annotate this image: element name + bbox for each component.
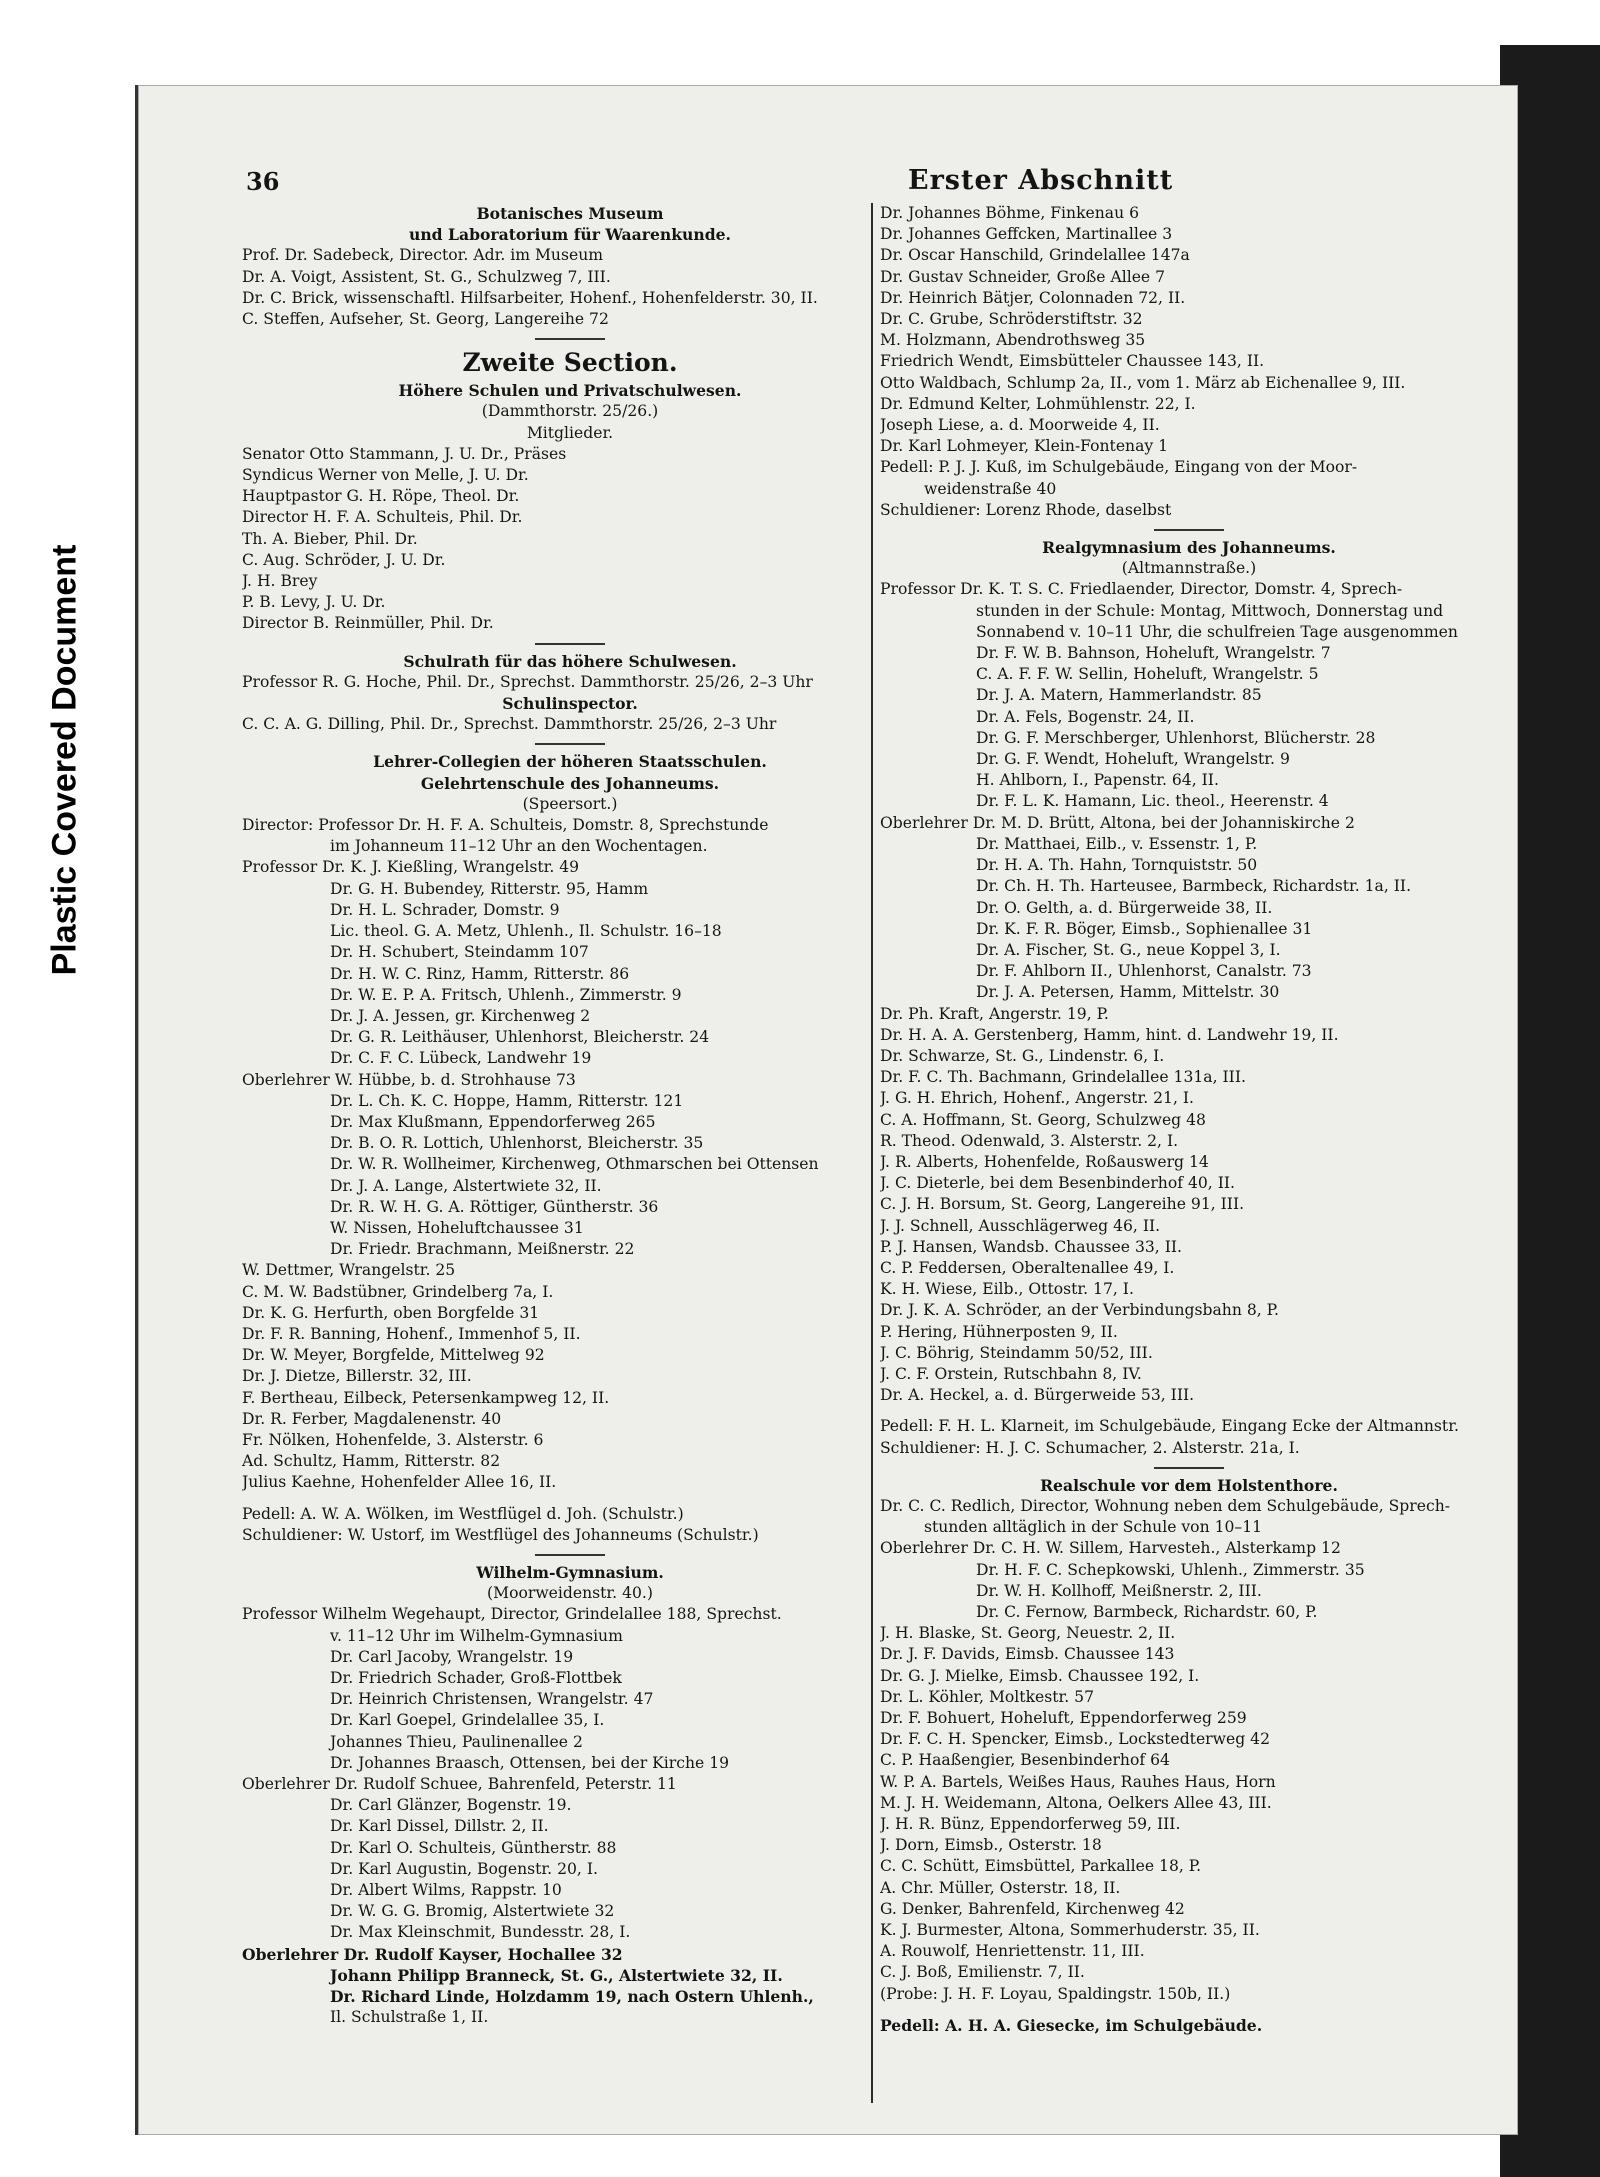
entry-line: Dr. Friedrich Schader, Groß-Flottbek [330, 1669, 622, 1687]
entry-line: C. M. W. Badstübner, Grindelberg 7a, I. [242, 1282, 554, 1301]
entry-line: stunden in der Schule: Montag, Mittwoch, Donnerstag und [976, 601, 1444, 620]
section-heading: Gelehrtenschule des Johanneums. [420, 773, 720, 793]
entry-line: Th. A. Bieber, Phil. Dr. [242, 529, 418, 548]
entry-line: Dr. Carl Glänzer, Bogenstr. 19. [330, 1796, 572, 1815]
entry-line: Dr. Oscar Hanschild, Grindelallee 147a [880, 246, 1190, 265]
entry-line: Dr. Albert Wilms, Rappstr. 10 [330, 1881, 562, 1900]
entry-line: Dr. C. F. C. Lübeck, Landwehr 19 [330, 1049, 592, 1068]
entry-line: Dr. A. Voigt, Assistent, St. G., Schulzweg 7, III. [242, 267, 611, 286]
entry-line: Dr. G. R. Leithäuser, Uhlenhorst, Bleicherstr. 24 [330, 1028, 710, 1047]
entry-line: Dr. C. C. Redlich, Director, Wohnung neben dem Schulgebäude, Sprech- [880, 1496, 1451, 1515]
entry-line: C. P. Feddersen, Oberaltenallee 49, I. [880, 1258, 1175, 1277]
entry-line: J. J. Schnell, Ausschlägerweg 46, II. [880, 1216, 1161, 1235]
right-column [880, 203, 1498, 2036]
entry-line: G. Denker, Bahrenfeld, Kirchenweg 42 [880, 1899, 1185, 1918]
entry-line: J. C. F. Orstein, Rutschbahn 8, IV. [880, 1364, 1142, 1383]
entry-line: Oberlehrer Dr. Rudolf Kayser, Hochallee 32 [242, 1944, 623, 1964]
entry-line: P. B. Levy, J. U. Dr. [242, 593, 386, 612]
entry-line: im Johanneum 11–12 Uhr an den Wochentagen. [330, 837, 708, 856]
entry-line: Dr. Karl O. Schulteis, Güntherstr. 88 [330, 1838, 617, 1857]
spacer [880, 1406, 1498, 1416]
entry-line: Schuldiener: H. J. C. Schumacher, 2. Alsterstr. 21a, I. [880, 1438, 1300, 1457]
entry-line: Pedell: P. J. J. Kuß, im Schulgebäude, Eingang von der Moor- [880, 458, 1358, 477]
entry-line: Dr. C. Grube, Schröderstiftstr. 32 [880, 310, 1143, 329]
entry-line: Dr. H. A. Th. Hahn, Tornquiststr. 50 [976, 856, 1258, 875]
section-heading: Schulrath für das höhere Schulwesen. [403, 651, 737, 671]
entry-line: Dr. G. J. Mielke, Eimsb. Chaussee 192, I. [880, 1666, 1200, 1685]
entry-line: Dr. J. A. Jessen, gr. Kirchenweg 2 [330, 1006, 591, 1025]
section-heading: Wilhelm-Gymnasium. [476, 1562, 664, 1582]
plastic-covered-text: Plastic Covered Document [45, 544, 84, 976]
entry-line: Dr. H. F. C. Schepkowski, Uhlenh., Zimmerstr. 35 [976, 1560, 1365, 1579]
left-column [242, 203, 898, 2028]
entry-line: R. Theod. Odenwald, 3. Alsterstr. 2, I. [880, 1131, 1179, 1150]
entry-line: Dr. W. R. Wollheimer, Kirchenweg, Othmarschen bei Ottensen [330, 1155, 819, 1174]
section-heading: Botanisches Museum [476, 204, 664, 223]
entry-line: (Probe: J. H. F. Loyau, Spaldingstr. 150b, II.) [880, 1984, 1231, 2003]
entry-line: P. Hering, Hühnerposten 9, II. [880, 1322, 1118, 1341]
entry-line: Dr. Johannes Böhme, Finkenau 6 [880, 204, 1140, 222]
entry-line: Friedrich Wendt, Eimsbütteler Chaussee 143, II. [880, 352, 1265, 371]
entry-line: J. G. H. Ehrich, Hohenf., Angerstr. 21, I. [880, 1089, 1194, 1108]
entry-line: Professor Wilhelm Wegehaupt, Director, Grindelallee 188, Sprechst. [242, 1605, 782, 1624]
entry-line: Dr. L. Ch. K. C. Hoppe, Hamm, Ritterstr. 121 [330, 1091, 684, 1110]
section-heading: Realschule vor dem Holstenthore. [1040, 1475, 1338, 1495]
section-heading: Mitglieder. [526, 423, 614, 442]
entry-line: Dr. A. Fels, Bogenstr. 24, II. [976, 707, 1195, 726]
entry-line: Dr. G. F. Merschberger, Uhlenhorst, Blücherstr. 28 [976, 728, 1376, 747]
entry-line: Pedell: A. H. A. Giesecke, im Schulgebäude. [880, 2015, 1263, 2035]
section-heading: (Moorweidenstr. 40.) [487, 1584, 653, 1603]
entry-line: Dr. Schwarze, St. G., Lindenstr. 6, I. [880, 1046, 1165, 1065]
section-heading: Höhere Schulen und Privatschulwesen. [398, 381, 742, 401]
entry-line: Dr. H. A. A. Gerstenberg, Hamm, hint. d. Landwehr 19, II. [880, 1025, 1339, 1044]
entry-line: Dr. Richard Linde, Holzdamm 19, nach Ostern Uhlenh., [330, 1987, 814, 2007]
entry-line: Dr. W. H. Kollhoff, Meißnerstr. 2, III. [976, 1581, 1262, 1600]
entry-line: C. A. Hoffmann, St. Georg, Schulzweg 48 [880, 1110, 1206, 1129]
entry-line: C. Steffen, Aufseher, St. Georg, Langereihe 72 [242, 310, 609, 329]
section-heading: (Altmannstraße.) [1121, 559, 1257, 578]
entry-line: Dr. F. L. K. Hamann, Lic. theol., Heerenstr. 4 [976, 792, 1329, 811]
entry-line: Lic. theol. G. A. Metz, Uhlenh., Il. Schulstr. 16–18 [330, 922, 722, 941]
entry-line: v. 11–12 Uhr im Wilhelm-Gymnasium [330, 1626, 623, 1645]
entry-line: J. H. R. Bünz, Eppendorferweg 59, III. [880, 1815, 1181, 1834]
entry-line: K. J. Burmester, Altona, Sommerhuderstr. 35, II. [880, 1921, 1260, 1940]
entry-line: Dr. Heinrich Bätjer, Colonnaden 72, II. [880, 288, 1186, 307]
scanned-page [135, 85, 1518, 2135]
entry-line: Dr. Gustav Schneider, Große Allee 7 [880, 267, 1166, 286]
entry-line: Pedell: F. H. L. Klarneit, im Schulgebäude, Eingang Ecke der Altmannstr. [880, 1417, 1459, 1436]
entry-line: Oberlehrer Dr. C. H. W. Sillem, Harvesteh., Alsterkamp 12 [880, 1539, 1341, 1558]
section-heading: und Laboratorium für Waarenkunde. [409, 225, 731, 245]
entry-line: Dr. J. K. A. Schröder, an der Verbindungsbahn 8, P. [880, 1301, 1279, 1320]
entry-line: Professor Dr. K. T. S. C. Friedlaender, Director, Domstr. 4, Sprech- [880, 580, 1403, 599]
entry-line: C. A. F. F. W. Sellin, Hoheluft, Wrangelstr. 5 [976, 665, 1319, 684]
section-rule [1154, 529, 1224, 531]
entry-line: Sonnabend v. 10–11 Uhr, die schulfreien Tage ausgenommen [976, 622, 1458, 641]
entry-line: Dr. Heinrich Christensen, Wrangelstr. 47 [330, 1690, 654, 1709]
entry-line: Dr. H. Schubert, Steindamm 107 [330, 943, 589, 962]
page-edge-top [1500, 0, 1600, 45]
entry-line: M. Holzmann, Abendrothsweg 35 [880, 331, 1146, 350]
entry-line: Oberlehrer W. Hübbe, b. d. Strohhause 73 [242, 1070, 576, 1089]
entry-line: C. C. Schütt, Eimsbüttel, Parkallee 18, P. [880, 1857, 1202, 1876]
entry-line: Director B. Reinmüller, Phil. Dr. [242, 614, 494, 633]
entry-line: Dr. Max Klußmann, Eppendorferweg 265 [330, 1112, 656, 1131]
entry-line: Oberlehrer Dr. Rudolf Schuee, Bahrenfeld, Peterstr. 11 [242, 1775, 677, 1794]
entry-line: F. Bertheau, Eilbeck, Petersenkampweg 12, II. [242, 1388, 610, 1407]
section-rule [1154, 1467, 1224, 1469]
entry-line: K. H. Wiese, Eilb., Ottostr. 17, I. [880, 1280, 1134, 1299]
entry-line: W. P. A. Bartels, Weißes Haus, Rauhes Haus, Horn [880, 1772, 1276, 1791]
entry-line: Dr. Edmund Kelter, Lohmühlenstr. 22, I. [880, 394, 1196, 413]
plastic-covered-label [0, 480, 130, 1040]
entry-line: J. Dorn, Eimsb., Osterstr. 18 [880, 1836, 1102, 1855]
section-heading: (Speersort.) [522, 794, 618, 813]
entry-line: Dr. Ph. Kraft, Angerstr. 19, P. [880, 1004, 1109, 1023]
spacer [242, 1494, 898, 1504]
entry-line: Dr. Max Kleinschmit, Bundesstr. 28, I. [330, 1923, 631, 1942]
entry-line: Dr. J. A. Matern, Hammerlandstr. 85 [976, 686, 1262, 705]
section-rule [535, 338, 605, 340]
section-heading: (Dammthorstr. 25/26.) [481, 402, 659, 421]
entry-line: J. R. Alberts, Hohenfelde, Roßauswerg 14 [880, 1152, 1209, 1171]
entry-line: Dr. W. E. P. A. Fritsch, Uhlenh., Zimmerstr. 9 [330, 985, 682, 1004]
entry-line: Fr. Nölken, Hohenfelde, 3. Alsterstr. 6 [242, 1430, 544, 1449]
entry-line: Dr. Karl Augustin, Bogenstr. 20, I. [330, 1859, 598, 1878]
entry-line: Dr. O. Gelth, a. d. Bürgerweide 38, II. [976, 898, 1273, 917]
entry-line: Senator Otto Stammann, J. U. Dr., Präses [242, 444, 567, 463]
entry-line: C. C. A. G. Dilling, Phil. Dr., Sprechst. Dammthorstr. 25/26, 2–3 Uhr [242, 715, 777, 734]
entry-line: Dr. G. F. Wendt, Hoheluft, Wrangelstr. 9 [976, 750, 1290, 769]
entry-line: Dr. K. G. Herfurth, oben Borgfelde 31 [242, 1303, 540, 1322]
entry-line: H. Ahlborn, I., Papenstr. 64, II. [976, 771, 1219, 790]
entry-line: C. J. Boß, Emilienstr. 7, II. [880, 1963, 1085, 1982]
entry-line: Johann Philipp Branneck, St. G., Alstertwiete 32, II. [330, 1965, 783, 1985]
entry-line: Schuldiener: Lorenz Rhode, daselbst [880, 500, 1172, 519]
page-title: Erster Abschnitt [908, 165, 1174, 196]
entry-line: Dr. G. H. Bubendey, Ritterstr. 95, Hamm [330, 879, 649, 898]
entry-line: Pedell: A. W. A. Wölken, im Westflügel d. Joh. (Schulstr.) [242, 1504, 684, 1523]
entry-line: Dr. H. W. C. Rinz, Hamm, Ritterstr. 86 [330, 964, 630, 983]
entry-line: Director: Professor Dr. H. F. A. Schulteis, Domstr. 8, Sprechstunde [242, 816, 769, 835]
entry-line: weidenstraße 40 [924, 479, 1057, 498]
entry-line: Dr. Matthaei, Eilb., v. Essenstr. 1, P. [976, 834, 1258, 853]
page-number: 36 [246, 167, 280, 196]
entry-line: Johannes Thieu, Paulinenallee 2 [330, 1732, 583, 1751]
entry-line: Professor Dr. K. J. Kießling, Wrangelstr. 49 [242, 858, 580, 877]
entry-line: Ad. Schultz, Hamm, Ritterstr. 82 [242, 1452, 501, 1471]
entry-line: A. Rouwolf, Henriettenstr. 11, III. [880, 1942, 1145, 1961]
entry-line: Dr. B. O. R. Lottich, Uhlenhorst, Bleicherstr. 35 [330, 1134, 704, 1153]
entry-line: C. Aug. Schröder, J. U. Dr. [242, 550, 446, 569]
entry-line: Dr. C. Fernow, Barmbeck, Richardstr. 60, P. [976, 1603, 1318, 1621]
entry-line: Dr. F. W. B. Bahnson, Hoheluft, Wrangelstr. 7 [976, 644, 1331, 663]
entry-line: M. J. H. Weidemann, Altona, Oelkers Allee 43, III. [880, 1793, 1272, 1812]
section-heading: Zweite Section. [462, 348, 678, 378]
entry-line: Dr. K. F. R. Böger, Eimsb., Sophienallee 31 [976, 919, 1313, 938]
entry-line: A. Chr. Müller, Osterstr. 18, II. [880, 1878, 1121, 1897]
section-heading: Lehrer-Collegien der höheren Staatsschulen. [373, 752, 767, 772]
entry-line: Dr. F. C. Th. Bachmann, Grindelallee 131a, III. [880, 1068, 1246, 1087]
entry-line: Il. Schulstraße 1, II. [330, 2008, 489, 2027]
entry-line: Dr. Ch. H. Th. Harteusee, Barmbeck, Richardstr. 1a, II. [976, 877, 1412, 896]
entry-line: Dr. Johannes Braasch, Ottensen, bei der Kirche 19 [330, 1753, 730, 1772]
entry-line: Oberlehrer Dr. M. D. Brütt, Altona, bei der Johanniskirche 2 [880, 813, 1355, 832]
entry-line: Dr. A. Heckel, a. d. Bürgerweide 53, III. [880, 1386, 1195, 1405]
entry-line: Dr. Friedr. Brachmann, Meißnerstr. 22 [330, 1240, 635, 1259]
entry-line: Dr. J. F. Davids, Eimsb. Chaussee 143 [880, 1645, 1175, 1664]
entry-line: Dr. J. A. Lange, Alstertwiete 32, II. [330, 1176, 602, 1195]
entry-line: C. P. Haaßengier, Besenbinderhof 64 [880, 1751, 1170, 1770]
entry-line: Dr. Carl Jacoby, Wrangelstr. 19 [330, 1647, 574, 1666]
entry-line: Dr. W. G. G. Bromig, Alstertwiete 32 [330, 1902, 615, 1921]
entry-line: Dr. Karl Dissel, Dillstr. 2, II. [330, 1817, 549, 1836]
entry-line: Dr. Karl Goepel, Grindelallee 35, I. [330, 1711, 605, 1730]
entry-line: Joseph Liese, a. d. Moorweide 4, II. [880, 416, 1160, 435]
entry-line: Julius Kaehne, Hohenfelder Allee 16, II. [242, 1473, 557, 1492]
entry-line: J. C. Böhrig, Steindamm 50/52, III. [880, 1343, 1153, 1362]
entry-line: P. J. Hansen, Wandsb. Chaussee 33, II. [880, 1237, 1182, 1256]
entry-line: J. C. Dieterle, bei dem Besenbinderhof 40, II. [880, 1174, 1235, 1193]
entry-line: Dr. Johannes Geffcken, Martinallee 3 [880, 225, 1173, 244]
entry-line: Dr. J. Dietze, Billerstr. 32, III. [242, 1367, 472, 1386]
entry-line: Dr. J. A. Petersen, Hamm, Mittelstr. 30 [976, 983, 1280, 1002]
entry-line: Dr. F. Ahlborn II., Uhlenhorst, Canalstr. 73 [976, 962, 1312, 981]
entry-line: J. H. Brey [242, 572, 318, 591]
entry-line: Dr. C. Brick, wissenschaftl. Hilfsarbeiter, Hohenf., Hohenfelderstr. 30, II. [242, 288, 818, 307]
spacer [880, 2005, 1498, 2015]
entry-line: Otto Waldbach, Schlump 2a, II., vom 1. März ab Eichenallee 9, III. [880, 373, 1406, 392]
entry-line: Dr. R. Ferber, Magdalenenstr. 40 [242, 1409, 502, 1428]
entry-line: Prof. Dr. Sadebeck, Director. Adr. im Museum [242, 246, 604, 265]
section-rule [535, 1554, 605, 1556]
entry-line: Professor R. G. Hoche, Phil. Dr., Sprechst. Dammthorstr. 25/26, 2–3 Uhr [242, 672, 813, 691]
entry-line: Schuldiener: W. Ustorf, im Westflügel des Johanneums (Schulstr.) [242, 1525, 759, 1544]
entry-line: Dr. F. R. Banning, Hohenf., Immenhof 5, II. [242, 1324, 581, 1343]
entry-line: Dr. Karl Lohmeyer, Klein-Fontenay 1 [880, 437, 1169, 456]
entry-line: W. Dettmer, Wrangelstr. 25 [242, 1261, 456, 1280]
section-heading: Realgymnasium des Johanneums. [1042, 538, 1336, 558]
entry-line: Dr. A. Fischer, St. G., neue Koppel 3, I. [976, 940, 1281, 959]
entry-line: Dr. W. Meyer, Borgfelde, Mittelweg 92 [242, 1346, 545, 1365]
entry-line: C. J. H. Borsum, St. Georg, Langereihe 91, III. [880, 1195, 1245, 1214]
entry-line: Dr. L. Köhler, Moltkestr. 57 [880, 1687, 1095, 1706]
entry-line: Hauptpastor G. H. Röpe, Theol. Dr. [242, 487, 520, 506]
section-rule [535, 643, 605, 645]
entry-line: Dr. F. Bohuert, Hoheluft, Eppendorferweg 259 [880, 1709, 1247, 1728]
entry-line: J. H. Blaske, St. Georg, Neuestr. 2, II. [880, 1624, 1176, 1643]
entry-line: Director H. F. A. Schulteis, Phil. Dr. [242, 508, 523, 527]
entry-line: Syndicus Werner von Melle, J. U. Dr. [242, 466, 529, 485]
entry-line: Dr. F. C. H. Spencker, Eimsb., Lockstedterweg 42 [880, 1730, 1270, 1749]
entry-line: Dr. R. W. H. G. A. Röttiger, Güntherstr. 36 [330, 1197, 659, 1216]
entry-line: stunden alltäglich in der Schule von 10–11 [924, 1518, 1263, 1537]
section-heading: Schulinspector. [502, 694, 638, 714]
section-rule [535, 743, 605, 745]
entry-line: Dr. H. L. Schrader, Domstr. 9 [330, 900, 560, 919]
entry-line: W. Nissen, Hoheluftchaussee 31 [330, 1218, 584, 1237]
